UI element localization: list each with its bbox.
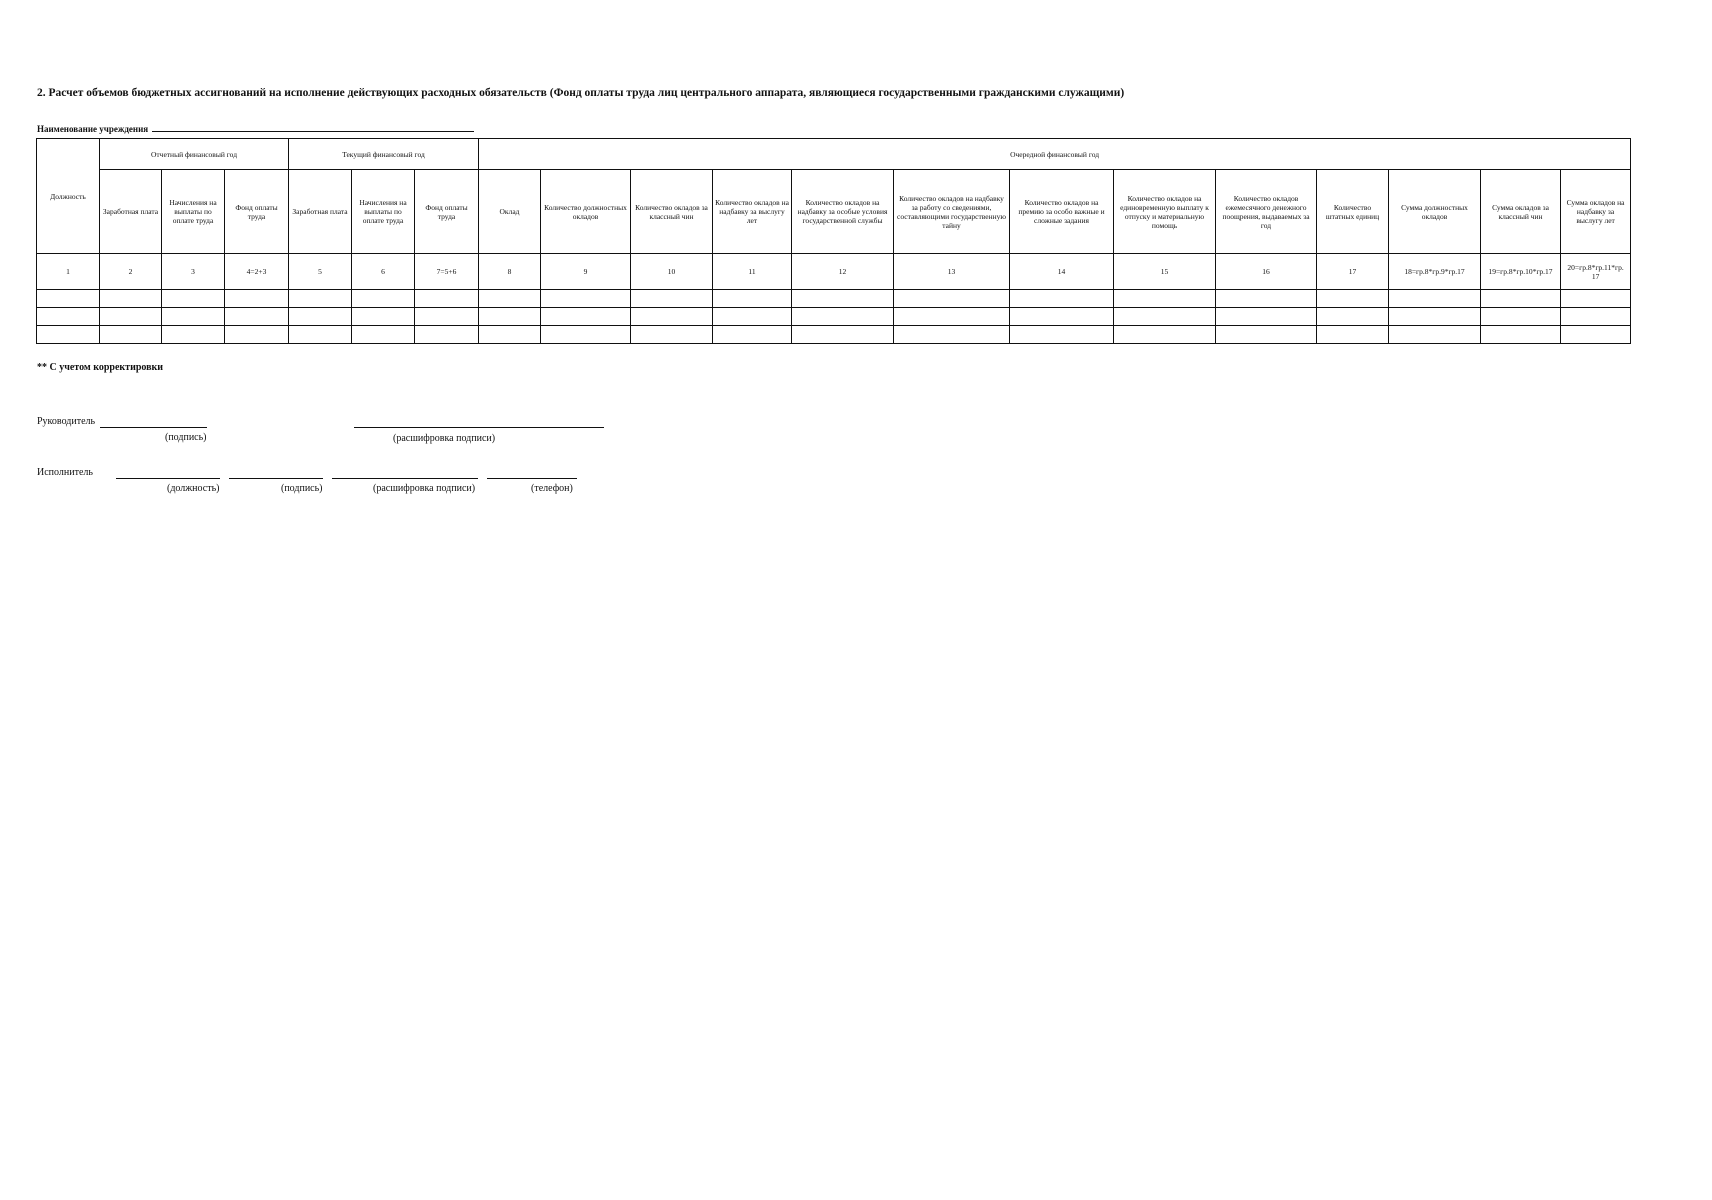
subheader: Количество штатных единиц <box>1317 170 1389 254</box>
subheader: Начисления на выплаты по оплате труда <box>162 170 225 254</box>
executor-signature-line <box>229 478 323 479</box>
header-current-year: Текущий финансовый год <box>289 139 479 170</box>
executor-position-caption: (должность) <box>167 483 220 494</box>
head-signature-line <box>100 427 207 428</box>
subheader: Количество окладов ежемесячного денежного поощрения, выдаваемых за год <box>1216 170 1317 254</box>
column-number: 11 <box>713 254 792 290</box>
subheader: Сумма окладов за классный чин <box>1481 170 1561 254</box>
column-number: 1 <box>37 254 100 290</box>
column-number: 6 <box>352 254 415 290</box>
column-number: 7=5+6 <box>415 254 479 290</box>
executor-label: Исполнитель <box>37 467 93 478</box>
subheader: Оклад <box>479 170 541 254</box>
column-number: 15 <box>1114 254 1216 290</box>
header-position: Должность <box>37 139 100 254</box>
subheader: Количество окладов на единовременную выплату к отпуску и материальную помощь <box>1114 170 1216 254</box>
subheader: Количество должностных окладов <box>541 170 631 254</box>
column-number: 4=2+3 <box>225 254 289 290</box>
subheader: Заработная плата <box>100 170 162 254</box>
column-number: 14 <box>1010 254 1114 290</box>
subheader: Количество окладов на премию за особо важные и сложные задания <box>1010 170 1114 254</box>
header-reporting-year: Отчетный финансовый год <box>100 139 289 170</box>
head-label: Руководитель <box>37 416 96 427</box>
column-number: 2 <box>100 254 162 290</box>
institution-field-line <box>152 122 474 132</box>
column-numbers-row <box>37 254 1631 290</box>
executor-signature-caption: (подпись) <box>281 483 323 494</box>
column-number: 3 <box>162 254 225 290</box>
header-row-columns <box>37 170 1631 254</box>
subheader: Заработная плата <box>289 170 352 254</box>
document-title: 2. Расчет объемов бюджетных ассигнований на исполнение действующих расходных обязательств (Фонд оплаты труда лиц центрального аппарата, являющиеся государственными гражданскими служащими) <box>37 87 1125 99</box>
subheader: Количество окладов на надбавку за особые условия государственной службы <box>792 170 894 254</box>
executor-name-caption: (расшифровка подписи) <box>373 483 476 494</box>
column-number: 17 <box>1317 254 1389 290</box>
subheader: Сумма должностных окладов <box>1389 170 1481 254</box>
head-name-caption: (расшифровка подписи) <box>393 433 496 444</box>
executor-name-line <box>332 478 478 479</box>
head-signature-caption: (подпись) <box>165 432 207 443</box>
executor-phone-caption: (телефон) <box>531 483 573 494</box>
column-number: 20=гр.8*гр.11*гр. 17 <box>1561 254 1631 290</box>
column-number: 5 <box>289 254 352 290</box>
subheader: Количество окладов на надбавку за выслугу лет <box>713 170 792 254</box>
institution-row <box>37 122 474 134</box>
column-number: 13 <box>894 254 1010 290</box>
column-number: 19=гр.8*гр.10*гр.17 <box>1481 254 1561 290</box>
executor-position-line <box>116 478 220 479</box>
column-number: 10 <box>631 254 713 290</box>
institution-label: Наименование учреждения <box>37 124 149 134</box>
header-row-groups <box>37 139 1631 170</box>
subheader: Начисления на выплаты по оплате труда <box>352 170 415 254</box>
budget-calculation-table <box>36 138 1631 344</box>
table-row <box>37 290 1631 308</box>
table-row <box>37 326 1631 344</box>
column-number: 12 <box>792 254 894 290</box>
column-number: 16 <box>1216 254 1317 290</box>
column-number: 8 <box>479 254 541 290</box>
subheader: Фонд оплаты труда <box>415 170 479 254</box>
header-next-year: Очередной финансовый год <box>479 139 1631 170</box>
executor-phone-line <box>487 478 577 479</box>
subheader: Количество окладов на надбавку за работу со сведениями, составляющими государственную тайну <box>894 170 1010 254</box>
column-number: 9 <box>541 254 631 290</box>
column-number: 18=гр.8*гр.9*гр.17 <box>1389 254 1481 290</box>
correction-note: ** С учетом корректировки <box>37 362 164 373</box>
subheader: Количество окладов за классный чин <box>631 170 713 254</box>
subheader: Фонд оплаты труда <box>225 170 289 254</box>
subheader: Сумма окладов на надбавку за выслугу лет <box>1561 170 1631 254</box>
table-row <box>37 308 1631 326</box>
head-name-line <box>354 427 604 428</box>
